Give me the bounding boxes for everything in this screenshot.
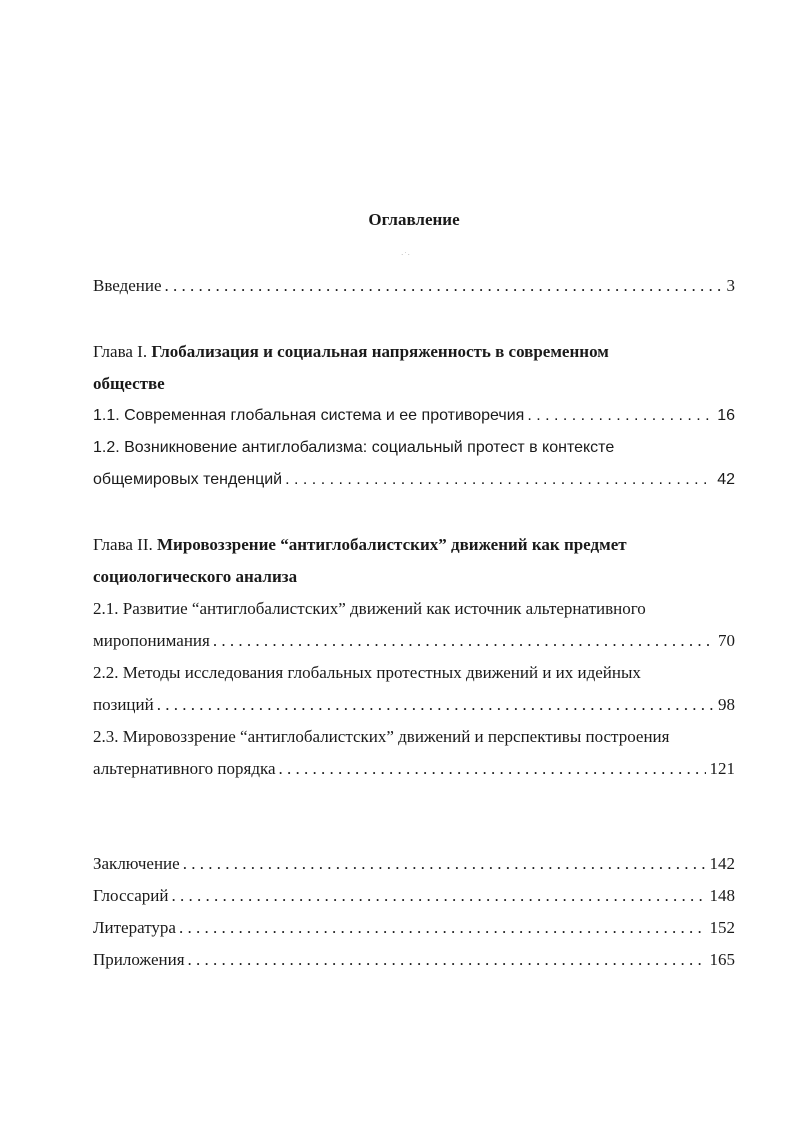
entry-label: Приложения xyxy=(93,950,185,969)
toc-entry-glossary[interactable] xyxy=(93,880,735,912)
dot-leader xyxy=(157,689,714,721)
chapter-title: Мировоззрение “антиглобалистских” движений как предмет xyxy=(157,535,627,554)
entry-label: Литература xyxy=(93,918,176,937)
toc-entry-1-2[interactable] xyxy=(93,464,735,496)
page-number: 3 xyxy=(726,276,735,295)
chapter-2-heading[interactable] xyxy=(93,529,735,561)
toc-chapter-2 xyxy=(93,529,735,785)
scan-speck-decoration: ·˙· xyxy=(401,251,411,259)
entry-label: позиций xyxy=(93,695,154,714)
toc-entry-1-2-line1[interactable]: 1.2. Возникновение антиглобализма: социальный протест в контексте xyxy=(93,439,615,456)
toc-entry-2-2[interactable] xyxy=(93,689,735,721)
toc-title: Оглавление xyxy=(368,210,460,229)
toc-entry-2-1[interactable] xyxy=(93,625,735,657)
entry-label: 1.1. Современная глобальная система и ее противоречия xyxy=(93,407,525,424)
page-number: 98 xyxy=(718,695,735,714)
page-number: 42 xyxy=(717,471,735,488)
entry-label: альтернативного порядка xyxy=(93,759,276,778)
chapter-1-heading[interactable] xyxy=(93,336,735,368)
chapter-1-heading-cont: обществе xyxy=(93,374,165,393)
page-number: 16 xyxy=(717,407,735,424)
toc-entry-appendices[interactable] xyxy=(93,944,735,976)
entry-label: Заключение xyxy=(93,854,180,873)
toc-entry-conclusion[interactable] xyxy=(93,848,735,880)
chapter-prefix: Глава II. xyxy=(93,535,157,554)
toc-chapter-1 xyxy=(93,336,735,496)
dot-leader xyxy=(183,848,706,880)
chapter-title: Глобализация и социальная напряженность в современном xyxy=(151,342,609,361)
chapter-2-heading-cont: социологического анализа xyxy=(93,567,298,586)
page-number: 148 xyxy=(709,886,735,905)
page-number: 70 xyxy=(718,631,735,650)
page-number: 152 xyxy=(709,918,735,937)
toc-intro xyxy=(93,270,735,302)
toc-entry-2-2-line1[interactable]: 2.2. Методы исследования глобальных протестных движений и их идейных xyxy=(93,663,641,682)
dot-leader xyxy=(527,400,713,432)
dot-leader xyxy=(172,880,706,912)
entry-label: миропонимания xyxy=(93,631,210,650)
page-number: 165 xyxy=(709,950,735,969)
dot-leader xyxy=(213,625,714,657)
dot-leader xyxy=(188,944,706,976)
dot-leader xyxy=(179,912,706,944)
dot-leader xyxy=(285,464,713,496)
chapter-prefix: Глава I. xyxy=(93,342,152,361)
toc-entry-2-1-line1[interactable]: 2.1. Развитие “антиглобалистских” движений как источник альтернативного xyxy=(93,599,646,618)
page-number: 142 xyxy=(709,854,735,873)
toc-entry-literature[interactable] xyxy=(93,912,735,944)
entry-label: общемировых тенденций xyxy=(93,471,283,488)
toc-entry-intro[interactable] xyxy=(93,270,735,302)
toc-entry-2-3[interactable] xyxy=(93,753,735,785)
entry-label: Введение xyxy=(93,276,162,295)
dot-leader xyxy=(165,270,723,302)
toc-entry-1-1[interactable] xyxy=(93,400,735,432)
page-number: 121 xyxy=(709,759,735,778)
toc-entry-2-3-line1[interactable]: 2.3. Мировоззрение “антиглобалистских” движений и перспективы построения xyxy=(93,727,670,746)
entry-label: Глоссарий xyxy=(93,886,169,905)
toc-back-matter xyxy=(93,848,735,976)
dot-leader xyxy=(279,753,706,785)
